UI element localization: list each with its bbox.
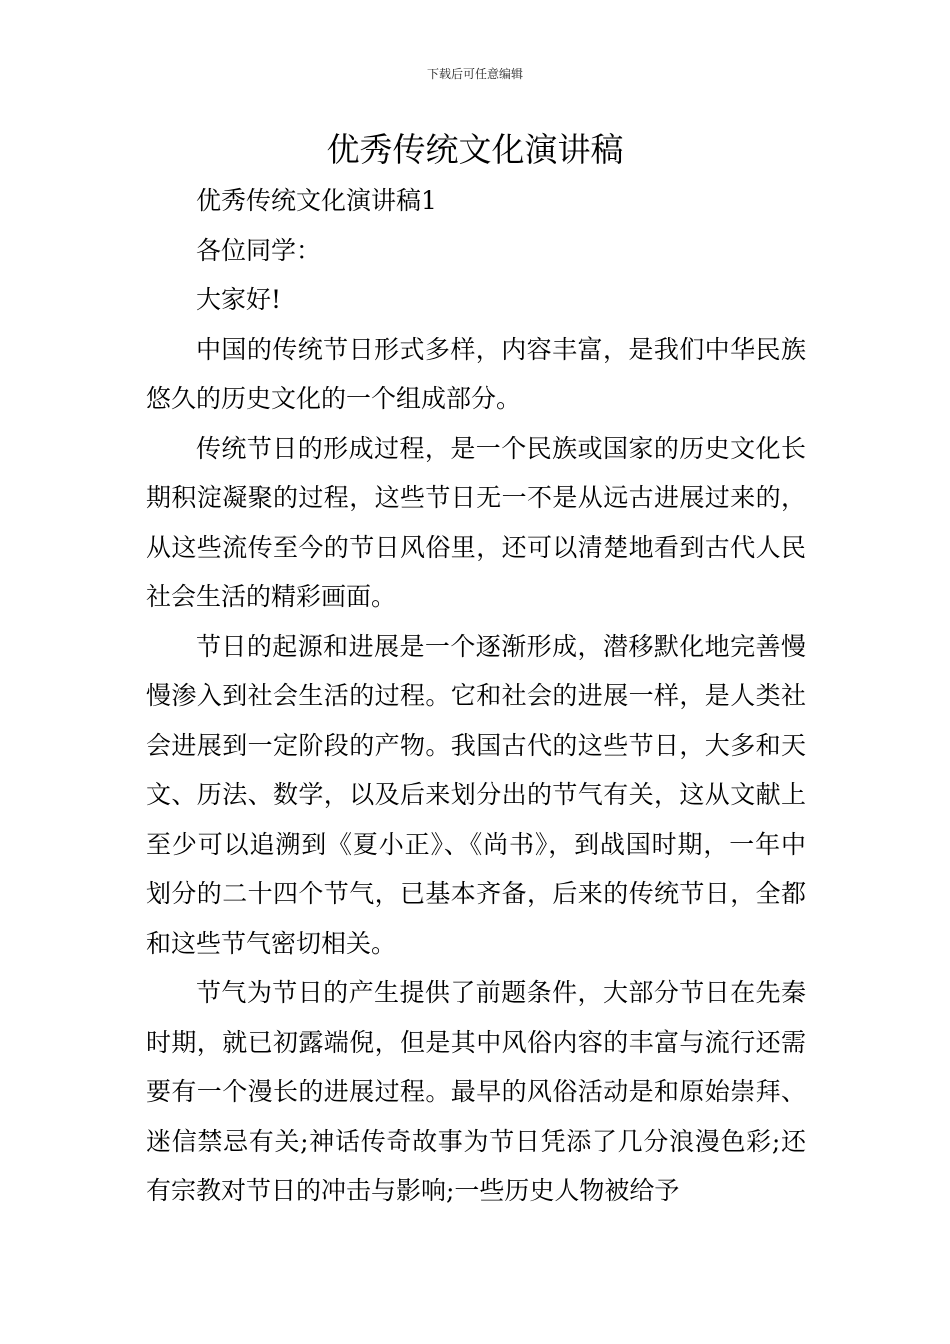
document-title: 优秀传统文化演讲稿 [326, 130, 624, 169]
paragraph-origin: 节日的起源和进展是一个逐渐形成，潜移默化地完善慢慢渗入到社会生活的过程。它和社会的进展一样，是人类社会进展到一定阶段的产物。我国古代的这些节日，大多和天文、历法、数学，以及后来划分出的节气有关，这从文献上至少可以追溯到《夏小正》、《尚书》，到战国时期，一年中划分的二十四个节气，已基本齐备，后来的传统节日，全都和这些节气密切相关。 [146, 631, 806, 958]
paragraph-formation: 传统节日的形成过程，是一个民族或国家的历史文化长期积淀凝聚的过程，这些节日无一不是从远古进展过来的，从这些流传至今的节日风俗里，还可以清楚地看到古代人民社会生活的精彩画面。 [146, 433, 806, 611]
paragraph-intro: 中国的传统节日形式多样，内容丰富，是我们中华民族悠久的历史文化的一个组成部分。 [146, 334, 806, 413]
header-note: 下载后可任意编辑 [426, 67, 523, 81]
paragraph-greeting: 大家好! [196, 285, 282, 314]
paragraph-subtitle: 优秀传统文化演讲稿1 [196, 186, 437, 215]
document-body [146, 176, 806, 1216]
paragraph-solar-terms: 节气为节日的产生提供了前题条件，大部分节日在先秦时期，就已初露端倪，但是其中风俗内容的丰富与流行还需要有一个漫长的进展过程。最早的风俗活动是和原始崇拜、迷信禁忌有关;神话传奇故事为节日凭添了几分浪漫色彩;还有宗教对节日的冲击与影响;一些历史人物被给予 [146, 978, 806, 1205]
paragraph-salutation: 各位同学： [196, 235, 322, 265]
